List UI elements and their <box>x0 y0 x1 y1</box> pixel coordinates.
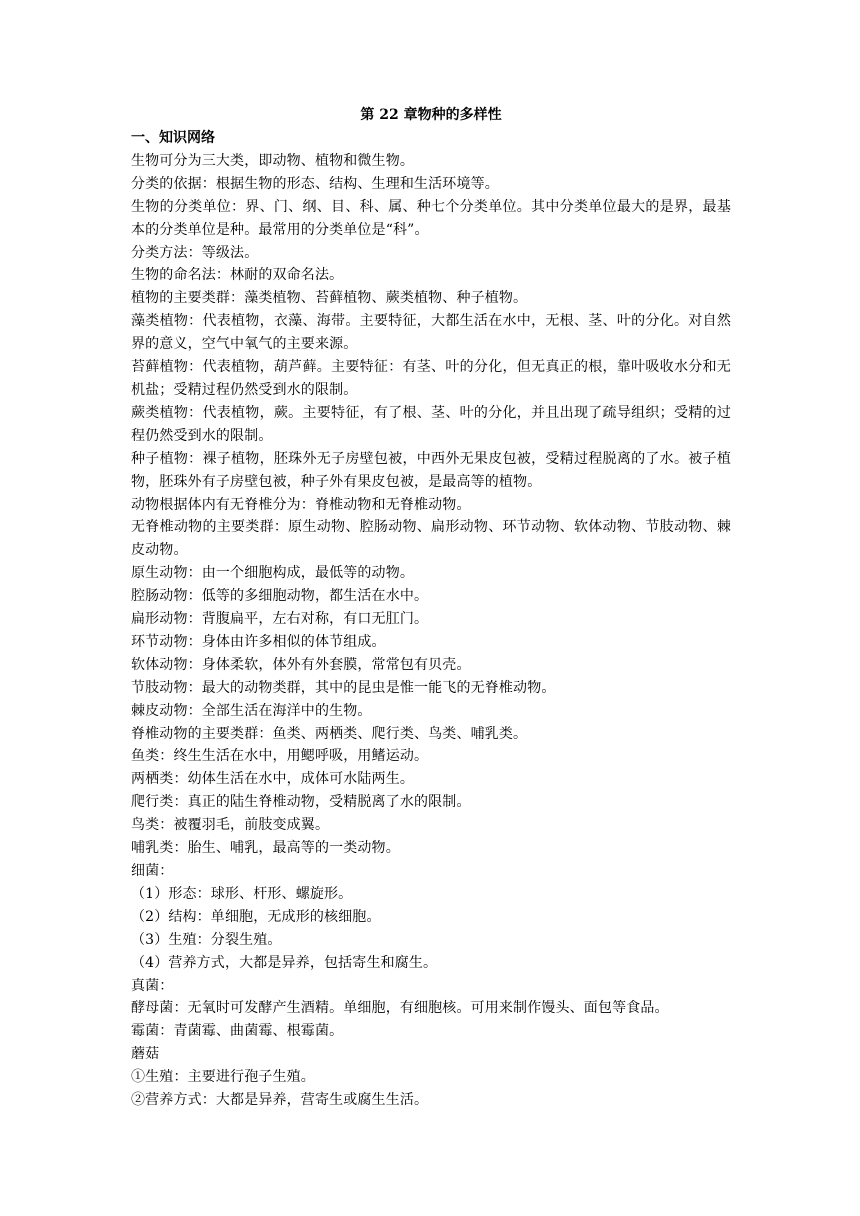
paragraph: 两栖类：幼体生活在水中，成体可水陆两生。 <box>131 771 414 788</box>
section-heading: 一、知识网络 <box>131 130 215 146</box>
paragraph: （4）营养方式，大都是异养，包括寄生和腐生。 <box>131 954 438 971</box>
paragraph: 环节动物：身体由许多相似的体节组成。 <box>131 633 386 650</box>
paragraph: （2）结构：单细胞，无成形的核细胞。 <box>131 908 381 925</box>
paragraph: 藻类植物：代表植物，衣藻、海带。主要特征，大都生活在水中，无根、茎、叶的分化。对自然界的意义，空气中氧气的主要来源。 <box>131 313 731 353</box>
document-title: 第 22 章物种的多样性 <box>360 107 502 123</box>
paragraph: 分类的依据：根据生物的形态、结构、生理和生活环境等。 <box>131 175 499 192</box>
paragraph: 哺乳类：胎生、哺乳，最高等的一类动物。 <box>131 840 400 857</box>
paragraph: 酵母菌：无氧时可发酵产生酒精。单细胞，有细胞核。可用来制作馒头、面包等食品。 <box>131 1000 669 1017</box>
paragraph: （3）生殖：分裂生殖。 <box>131 931 282 948</box>
paragraph: 真菌： <box>131 977 174 994</box>
paragraph: 苔藓植物：代表植物，葫芦藓。主要特征：有茎、叶的分化，但无真正的根，靠叶吸收水分和无机盐；受精过程仍然受到水的限制。 <box>131 359 731 398</box>
paragraph: 植物的主要类群：藻类植物、苔藓植物、蕨类植物、种子植物。 <box>131 290 528 307</box>
paragraph: 生物可分为三大类，即动物、植物和微生物。 <box>131 152 414 169</box>
paragraph: 扁形动物：背腹扁平，左右对称，有口无肛门。 <box>131 611 429 628</box>
paragraph: ①生殖：主要进行孢子生殖。 <box>131 1069 315 1086</box>
paragraph: 脊椎动物的主要类群：鱼类、两栖类、爬行类、鸟类、哺乳类。 <box>131 725 528 742</box>
document-body <box>131 150 731 1112</box>
paragraph: 分类方法：等级法。 <box>131 244 259 261</box>
paragraph: 软体动物：身体柔软，体外有外套膜，常常包有贝壳。 <box>131 656 471 673</box>
paragraph: 生物的命名法：林耐的双命名法。 <box>131 267 344 284</box>
paragraph: ②营养方式：大都是异养，营寄生或腐生生活。 <box>131 1092 429 1109</box>
paragraph: 爬行类：真正的陆生脊椎动物，受精脱离了水的限制。 <box>131 794 471 811</box>
paragraph: 原生动物：由一个细胞构成，最低等的动物。 <box>131 565 414 582</box>
paragraph: （1）形态：球形、杆形、螺旋形。 <box>131 885 353 902</box>
paragraph: 腔肠动物：低等的多细胞动物，都生活在水中。 <box>131 588 429 605</box>
paragraph: 动物根据体内有无脊椎分为：脊椎动物和无脊椎动物。 <box>131 496 471 513</box>
paragraph: 无脊椎动物的主要类群：原生动物、腔肠动物、扁形动物、环节动物、软体动物、节肢动物、棘皮动物。 <box>131 519 731 559</box>
paragraph: 种子植物：裸子植物，胚珠外无子房壁包被，中西外无果皮包被，受精过程脱离的了水。被子植物，胚珠外有子房壁包被，种子外有果皮包被，是最高等的植物。 <box>131 450 731 490</box>
paragraph: 细菌： <box>131 863 174 879</box>
paragraph: 鱼类：终生生活在水中，用鳃呼吸，用鳍运动。 <box>131 748 429 765</box>
paragraph: 霉菌：青菌霉、曲菌霉、根霉菌。 <box>131 1023 344 1040</box>
paragraph: 蘑菇 <box>131 1046 160 1063</box>
paragraph: 蕨类植物：代表植物，蕨。主要特征，有了根、茎、叶的分化，并且出现了疏导组织；受精的过程仍然受到水的限制。 <box>131 404 731 444</box>
paragraph: 节肢动物：最大的动物类群，其中的昆虫是惟一能飞的无脊椎动物。 <box>131 679 556 696</box>
paragraph: 生物的分类单位：界、门、纲、目、科、属、种七个分类单位。其中分类单位最大的是界，最基本的分类单位是种。最常用的分类单位是“科”。 <box>131 198 731 238</box>
paragraph: 鸟类：被覆羽毛，前肢变成翼。 <box>131 817 330 834</box>
document-page <box>131 104 731 1112</box>
paragraph: 棘皮动物：全部生活在海洋中的生物。 <box>131 702 372 719</box>
